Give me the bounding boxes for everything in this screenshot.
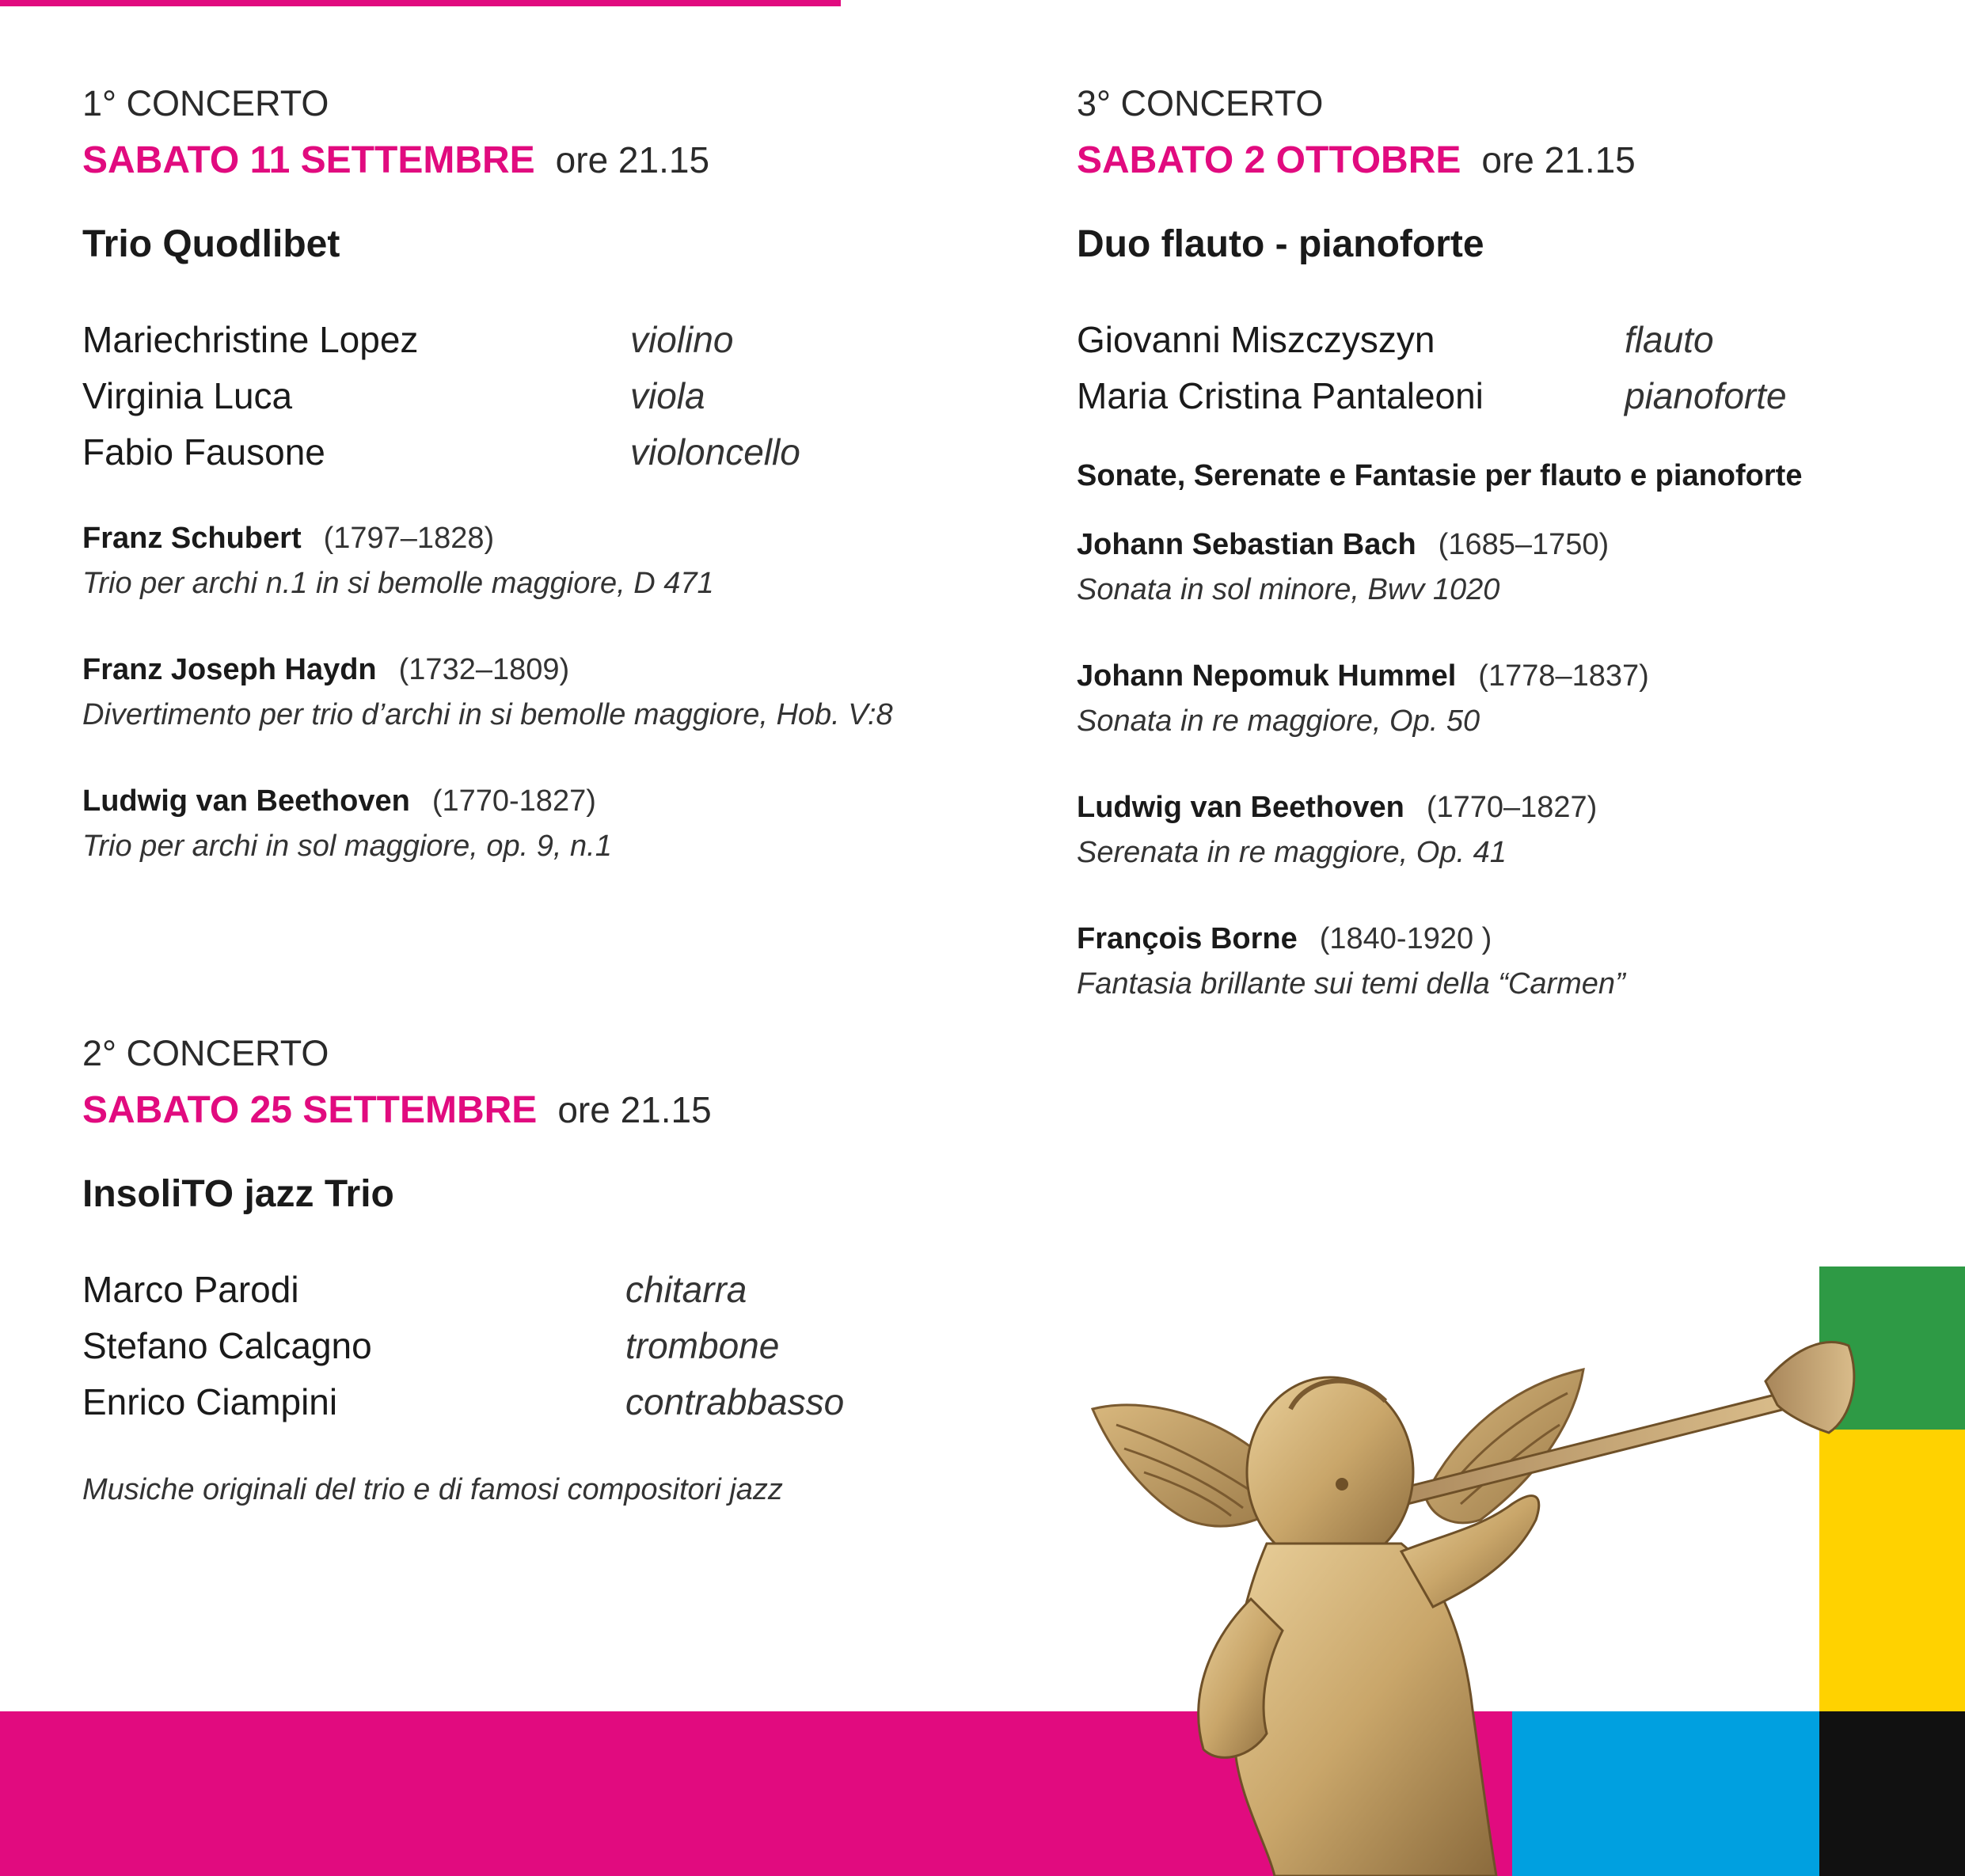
composer-years: (1770–1827) <box>1426 791 1598 824</box>
concert-number: 1° CONCERTO <box>82 83 329 123</box>
composer-name: Franz Schubert <box>82 522 302 555</box>
composer-years: (1770-1827) <box>431 784 596 818</box>
composer-years: (1778–1837) <box>1478 659 1649 693</box>
work-title: Sonata in sol minore, Bwv 1020 <box>1077 573 1500 606</box>
performer-name: Maria Cristina Pantaleoni <box>1077 375 1484 416</box>
composer-name: François Borne <box>1077 922 1298 955</box>
work-title: Sonata in re maggiore, Op. 50 <box>1077 704 1480 738</box>
concert-time: ore 21.15 <box>1481 139 1636 180</box>
performer-row <box>82 312 1032 368</box>
concert-date: SABATO 11 SETTEMBRE <box>82 139 535 181</box>
performer-row <box>82 1262 1032 1318</box>
program-item <box>1077 784 1948 875</box>
performer-name: Mariechristine Lopez <box>82 319 419 360</box>
performer-instrument: chitarra <box>625 1269 747 1310</box>
concert-date: SABATO 25 SETTEMBRE <box>82 1089 538 1131</box>
right-wing <box>1425 1369 1583 1523</box>
performer-row <box>82 424 1032 480</box>
performer-list <box>82 312 1032 480</box>
performer-list <box>82 1262 1032 1430</box>
composer-years: (1685–1750) <box>1438 528 1610 561</box>
composer-name: Ludwig van Beethoven <box>82 784 410 818</box>
trumpet <box>1354 1342 1854 1516</box>
program-note: Musiche originali del trio e di famosi compositori jazz <box>82 1473 783 1506</box>
work-title: Fantasia brillante sui temi della “Carmen” <box>1077 967 1625 1001</box>
concert-date-line <box>1077 128 1948 192</box>
top-accent-line <box>0 0 841 6</box>
concert-number: 2° CONCERTO <box>82 1033 329 1073</box>
program-item <box>1077 522 1948 612</box>
performer-name: Giovanni Miszczyszyn <box>1077 319 1435 360</box>
performer-instrument: pianoforte <box>1625 375 1787 416</box>
program-item <box>1077 653 1948 743</box>
work-title: Divertimento per trio d’archi in si bemolle maggiore, Hob. V:8 <box>82 698 893 731</box>
concert-date-line <box>82 128 1032 192</box>
performer-instrument: contrabbasso <box>625 1381 845 1422</box>
program-item <box>82 515 1032 606</box>
concert-number: 3° CONCERTO <box>1077 83 1324 123</box>
work-title: Trio per archi in sol maggiore, op. 9, n.1 <box>82 830 612 863</box>
concert-3 <box>1077 79 1948 1006</box>
composer-name: Johann Sebastian Bach <box>1077 528 1416 561</box>
performer-instrument: viola <box>630 375 705 416</box>
program-item <box>1077 916 1948 1006</box>
ensemble-name: Duo flauto - pianoforte <box>1077 223 1484 265</box>
program-subtitle: Sonate, Serenate e Fantasie per flauto e pianoforte <box>1077 459 1803 492</box>
program-list <box>82 515 1032 868</box>
performer-instrument: violino <box>630 319 734 360</box>
composer-years: (1732–1809) <box>398 653 570 686</box>
performer-name: Fabio Fausone <box>82 431 325 473</box>
composer-name: Ludwig van Beethoven <box>1077 791 1404 824</box>
performer-row <box>1077 312 1948 368</box>
performer-row <box>82 368 1032 424</box>
performer-name: Enrico Ciampini <box>82 1381 338 1422</box>
performer-name: Virginia Luca <box>82 375 293 416</box>
performer-instrument: trombone <box>625 1325 780 1366</box>
concert-time: ore 21.15 <box>555 139 710 180</box>
composer-name: Franz Joseph Haydn <box>82 653 377 686</box>
performer-instrument: flauto <box>1625 319 1714 360</box>
performer-name: Stefano Calcagno <box>82 1325 372 1366</box>
performer-row <box>82 1318 1032 1374</box>
program-item <box>82 647 1032 737</box>
composer-years: (1797–1828) <box>323 522 495 555</box>
concert-date: SABATO 2 OTTOBRE <box>1077 139 1461 181</box>
performer-list <box>1077 312 1948 424</box>
performer-instrument: violoncello <box>630 431 800 473</box>
ensemble-name: InsoliTO jazz Trio <box>82 1173 394 1215</box>
work-title: Trio per archi n.1 in si bemolle maggiore, D 471 <box>82 567 714 600</box>
concert-2 <box>82 1029 1032 1507</box>
program-item <box>82 778 1032 868</box>
program-list <box>1077 522 1948 1006</box>
concert-time: ore 21.15 <box>557 1089 712 1130</box>
cherub-trumpet-statue-icon <box>1069 1338 1940 1876</box>
ensemble-name: Trio Quodlibet <box>82 223 340 265</box>
performer-row <box>82 1374 1032 1430</box>
concert-date-line <box>82 1078 1032 1141</box>
concert-1 <box>82 79 1032 868</box>
performer-row <box>1077 368 1948 424</box>
performer-name: Marco Parodi <box>82 1269 299 1310</box>
composer-name: Johann Nepomuk Hummel <box>1077 659 1457 693</box>
composer-years: (1840-1920 ) <box>1319 922 1492 955</box>
work-title: Serenata in re maggiore, Op. 41 <box>1077 836 1507 869</box>
